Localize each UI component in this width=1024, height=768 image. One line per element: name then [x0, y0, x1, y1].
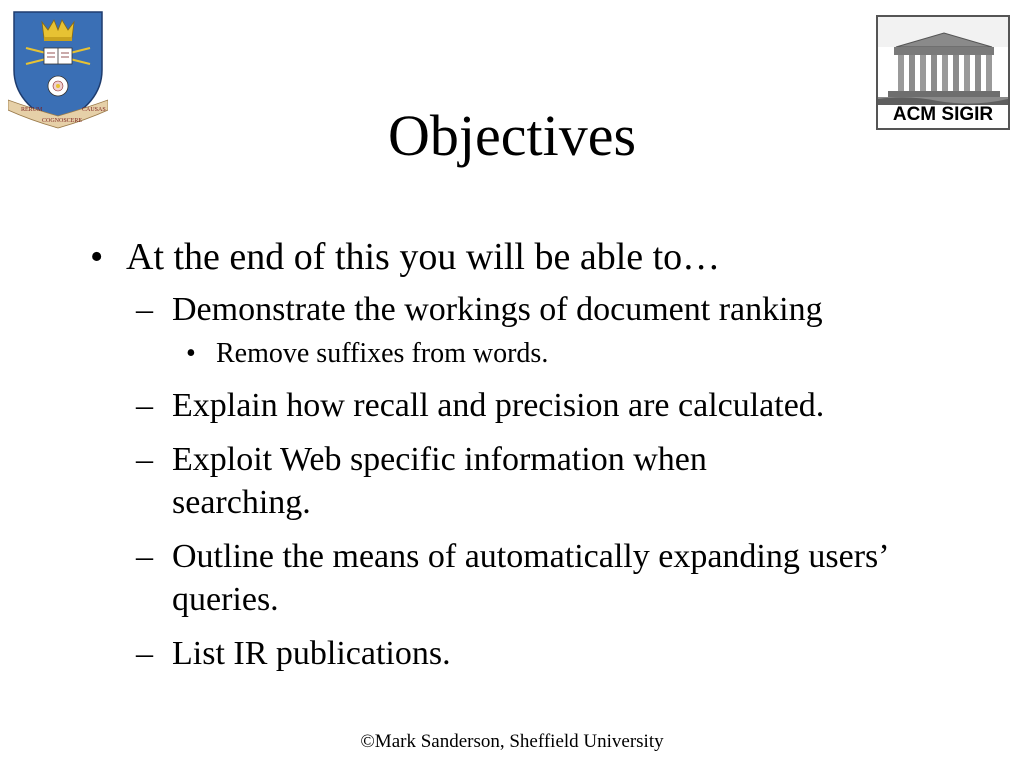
sub-bullet-text: Outline the means of automatically expanding users’ queries.: [172, 538, 888, 618]
dash-marker: –: [136, 635, 153, 672]
svg-text:CAUSAS: CAUSAS: [82, 107, 106, 113]
bullet-marker: •: [186, 338, 196, 369]
sub-bullet-item: [90, 535, 952, 621]
sub-bullet-item: [90, 288, 970, 331]
bullet-list: [90, 232, 970, 686]
bullet-text: At the end of this you will be able to…: [126, 236, 721, 278]
bullet-marker: •: [90, 236, 104, 278]
dash-marker: –: [136, 387, 153, 424]
slide-title: Objectives: [387, 103, 637, 168]
sub-bullet-text: List IR publications.: [172, 635, 451, 672]
sub-bullet-text: Demonstrate the workings of document ranking: [172, 291, 823, 328]
footer-copyright: ©Mark Sanderson, Sheffield University: [360, 731, 664, 752]
sub-sub-bullet-text: Remove suffixes from words.: [216, 338, 549, 369]
sub-bullet-item: [90, 438, 832, 524]
sub-sub-bullet-item: [90, 336, 970, 372]
dash-marker: –: [136, 291, 153, 328]
sub-bullet-item: [90, 632, 970, 675]
sub-bullet-item: [90, 384, 970, 427]
svg-text:COGNOSCERE: COGNOSCERE: [42, 118, 83, 124]
svg-text:RERUM: RERUM: [21, 107, 43, 113]
acm-sigir-logo-text: ACM SIGIR: [892, 104, 994, 125]
dash-marker: –: [136, 538, 153, 575]
bullet-item: [90, 232, 970, 282]
sub-bullet-text: Exploit Web specific information when searching.: [172, 441, 707, 521]
dash-marker: –: [136, 441, 153, 478]
sub-bullet-text: Explain how recall and precision are calculated.: [172, 387, 825, 424]
